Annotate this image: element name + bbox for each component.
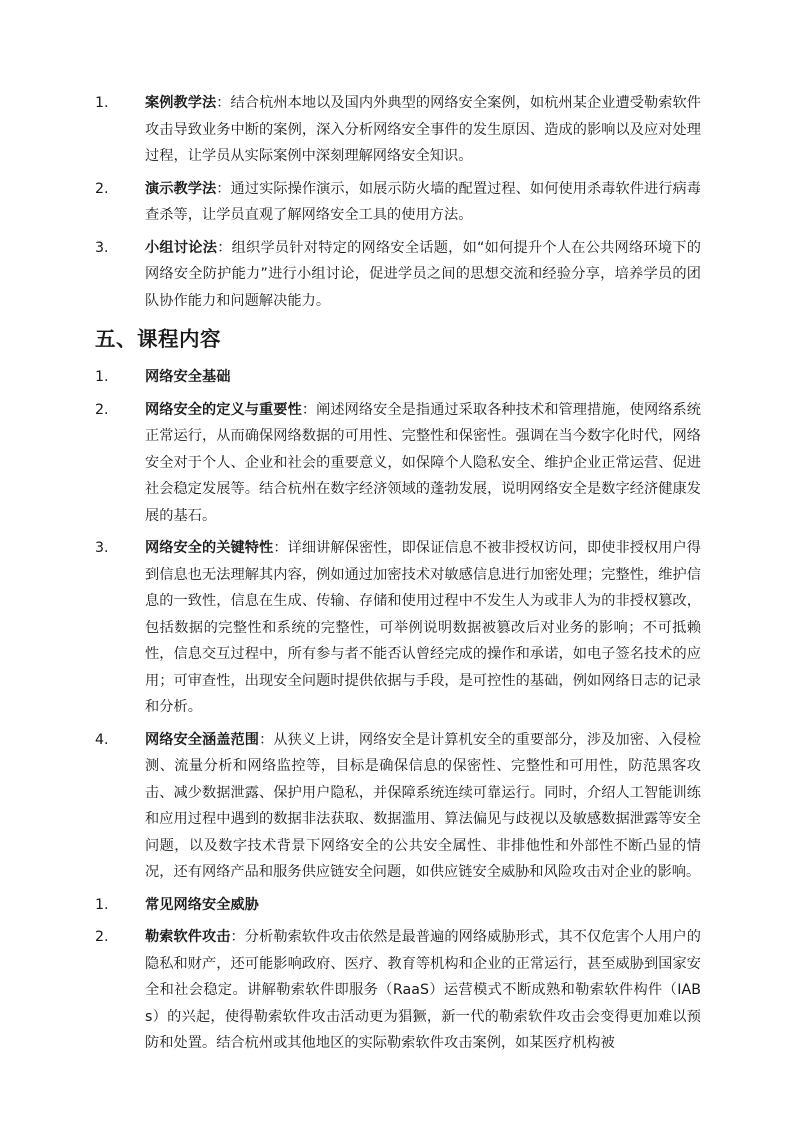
list-number: 1. — [95, 369, 109, 385]
list-number: 2. — [95, 180, 109, 197]
list-text — [145, 397, 701, 530]
item-title: 网络安全的定义与重要性 — [145, 401, 302, 418]
list-item — [0, 924, 794, 1057]
list-item — [0, 90, 794, 170]
list-number: 2. — [95, 929, 109, 945]
list-text — [145, 727, 701, 886]
item-title: 网络安全基础 — [145, 369, 231, 385]
list-item — [0, 397, 794, 530]
list-item — [0, 535, 794, 721]
list-number: 3. — [95, 540, 109, 556]
item-body: ：阐述网络安全是指通过采取各种技术和管理措施，使网络系统正常运行，从而确保网络数据的可用性、完整性和保密性。强调在当今数字化时代，网络安全对于个人、企业和社会的重要意义，如保障个人隐私安全、维护企业正常运营、促进社会稳定发展等。结合杭州在数字经济领域的蓬勃发展，说明网络安全是数字经济健康发展的基石。 — [145, 401, 701, 524]
item-body: ：从狭义上讲，网络安全是计算机安全的重要部分，涉及加密、入侵检测、流量分析和网络监控等，目标是确保信息的保密性、完整性和可用性，防范黑客攻击、减少数据泄露、保护用户隐私，并保障系统连续可靠运行。同时，介绍人工智能训练和应用过程中遇到的数据非法获取、数据滥用、算法偏见与歧视以及敏感数据泄露等安全问题，以及数字技术背景下网络安全的公共安全属性、非排他性和外部性不断凸显的情况，还有网络产品和服务供应链安全问题，如供应链安全威胁和风险攻击对企业的影响。 — [145, 731, 701, 880]
item-body: ：结合杭州本地以及国内外典型的网络安全案例，如杭州某企业遭受勒索软件攻击导致业务中断的案例，深入分析网络安全事件的发生原因、造成的影响以及应对处理过程，让学员从实际案例中深刻理解网络安全知识。 — [145, 95, 701, 164]
list-text — [145, 90, 701, 170]
item-title: 网络安全涵盖范围 — [145, 731, 260, 748]
list-text — [145, 892, 701, 919]
item-body: ：详细讲解保密性，即保证信息不被非授权访问，即使非授权用户得到信息也无法理解其内容，例如通过加密技术对敏感信息进行加密处理；完整性，维护信息的一致性，信息在生成、传输、存储和使用过程中不发生人为或非人为的非授权篡改，包括数据的完整性和系统的完整性，可举例说明数据被篡改后对业务的影响；不可抵赖性，信息交互过程中，所有参与者不能否认曾经完成的操作和承诺，如电子签名技术的应用；可审查性，出现安全问题时提供依据与手段，是可控性的基础，例如网络日志的记录和分析。 — [145, 540, 701, 715]
item-title: 小组讨论法 — [145, 239, 218, 256]
item-title: 常见网络安全威胁 — [145, 896, 259, 913]
list-number: 2. — [95, 401, 109, 418]
list-number: 3. — [95, 239, 109, 256]
list-item — [0, 892, 794, 919]
list-number: 1. — [95, 896, 109, 913]
teaching-methods-list — [0, 90, 794, 314]
list-text — [145, 535, 701, 721]
section-heading: 五、课程内容 — [95, 327, 221, 351]
list-item — [0, 364, 794, 391]
list-item — [0, 235, 794, 315]
list-text — [145, 176, 701, 229]
list-text — [145, 235, 701, 315]
list-number: 4. — [95, 731, 109, 748]
list-text — [145, 924, 701, 1057]
course-content-list — [0, 364, 794, 1057]
list-number: 1. — [95, 95, 109, 111]
item-title: 案例教学法 — [145, 95, 217, 111]
list-text — [145, 364, 701, 391]
item-body: ：组织学员针对特定的网络安全话题，如“如何提升个人在公共网络环境下的网络安全防护能力”进行小组讨论，促进学员之间的思想交流和经验分享，培养学员的团队协作能力和问题解决能力。 — [145, 239, 701, 309]
item-body: ：分析勒索软件攻击依然是最普遍的网络威胁形式，其不仅危害个人用户的隐私和财产，还可能影响政府、医疗、教育等机构和企业的正常运行，甚至威胁到国家安全和社会稳定。讲解勒索软件即服务（RaaS）运营模式不断成熟和勒索软件构件（IABs）的兴起，使得勒索软件攻击活动更为猖獗，新一代的勒索软件攻击会变得更加难以预防和处置。结合杭州或其他地区的实际勒索软件攻击案例，如某医疗机构被 — [145, 929, 701, 1051]
item-title: 演示教学法 — [145, 180, 217, 197]
item-title: 勒索软件攻击 — [145, 929, 231, 945]
list-item — [0, 176, 794, 229]
list-item — [0, 727, 794, 886]
item-body: ：通过实际操作演示，如展示防火墙的配置过程、如何使用杀毒软件进行病毒查杀等，让学员直观了解网络安全工具的使用方法。 — [145, 180, 701, 223]
item-title: 网络安全的关键特性 — [145, 540, 274, 556]
